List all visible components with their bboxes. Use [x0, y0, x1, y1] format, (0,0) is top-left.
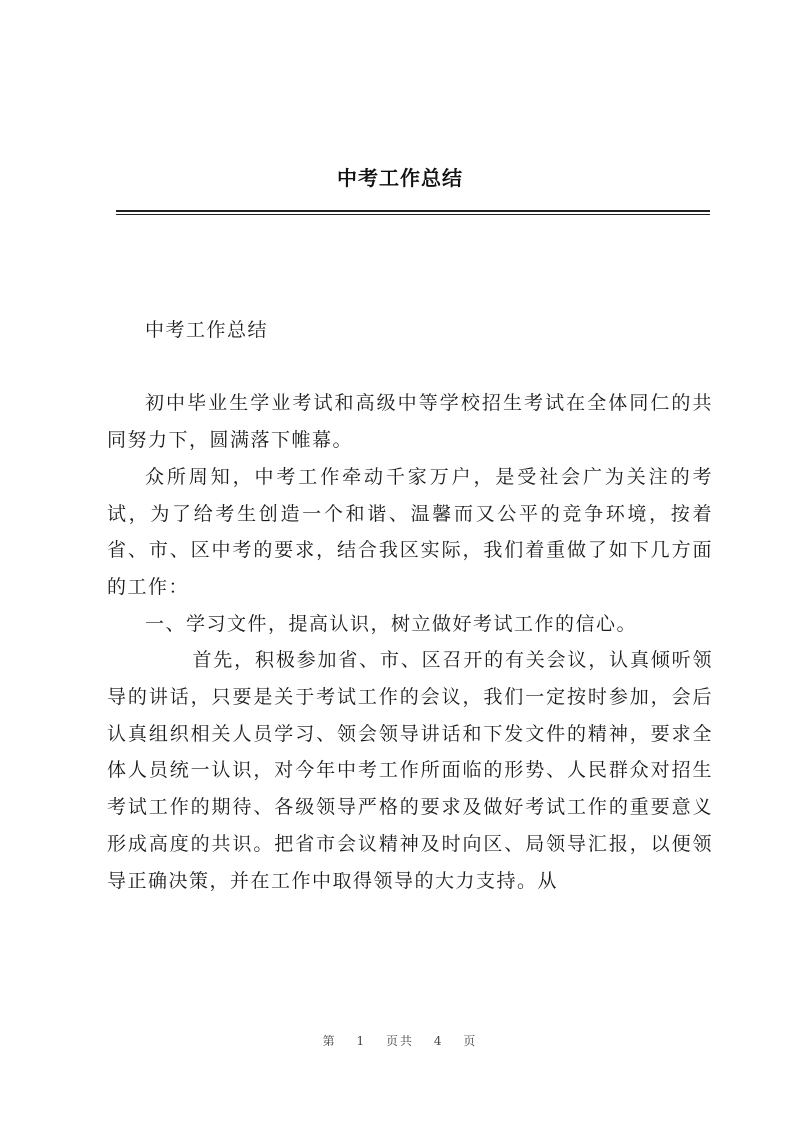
- paragraph-intro: 初中毕业生学业考试和高级中等学校招生考试在全体同仁的共同努力下，圆满落下帷幕。: [107, 392, 713, 452]
- footer-total-pages: 4: [433, 1034, 444, 1048]
- page-footer: [0, 1032, 800, 1049]
- paragraph-overview: 众所周知，中考工作牵动千家万户，是受社会广为关注的考试，为了给考生创造一个和谐、温馨而又公平的竞争环境，按着省、市、区中考的要求，结合我区实际，我们着重做了如下几方面的工作：: [107, 465, 713, 598]
- footer-middle: 页共: [385, 1034, 414, 1048]
- header-divider: [116, 210, 710, 215]
- document-heading: 中考工作总结: [145, 319, 269, 341]
- footer-page-number: 1: [356, 1034, 367, 1048]
- document-body: [107, 312, 713, 899]
- blank-line: [107, 349, 713, 386]
- page-header-title: 中考工作总结: [337, 166, 463, 190]
- footer-prefix: 第: [322, 1034, 337, 1048]
- footer-suffix: 页: [463, 1034, 478, 1048]
- paragraph-section-one: 首先，积极参加省、市、区召开的有关会议，认真倾听领导的讲话，只要是关于考试工作的会议，我们一定按时参加，会后认真组织相关人员学习、领会领导讲话和下发文件的精神，要求全体人员统一认识，对今年中考工作所面临的形势、人民群众对招生考试工作的期待、各级领导严格的要求及做好考试工作的重要意义形成高度的共识。把省市会议精神及时向区、局领导汇报，以便领导正确决策，并在工作中取得领导的大力支持。从: [107, 649, 713, 892]
- section-heading-one: 一、学习文件，提高认识，树立做好考试工作的信心。: [145, 612, 638, 635]
